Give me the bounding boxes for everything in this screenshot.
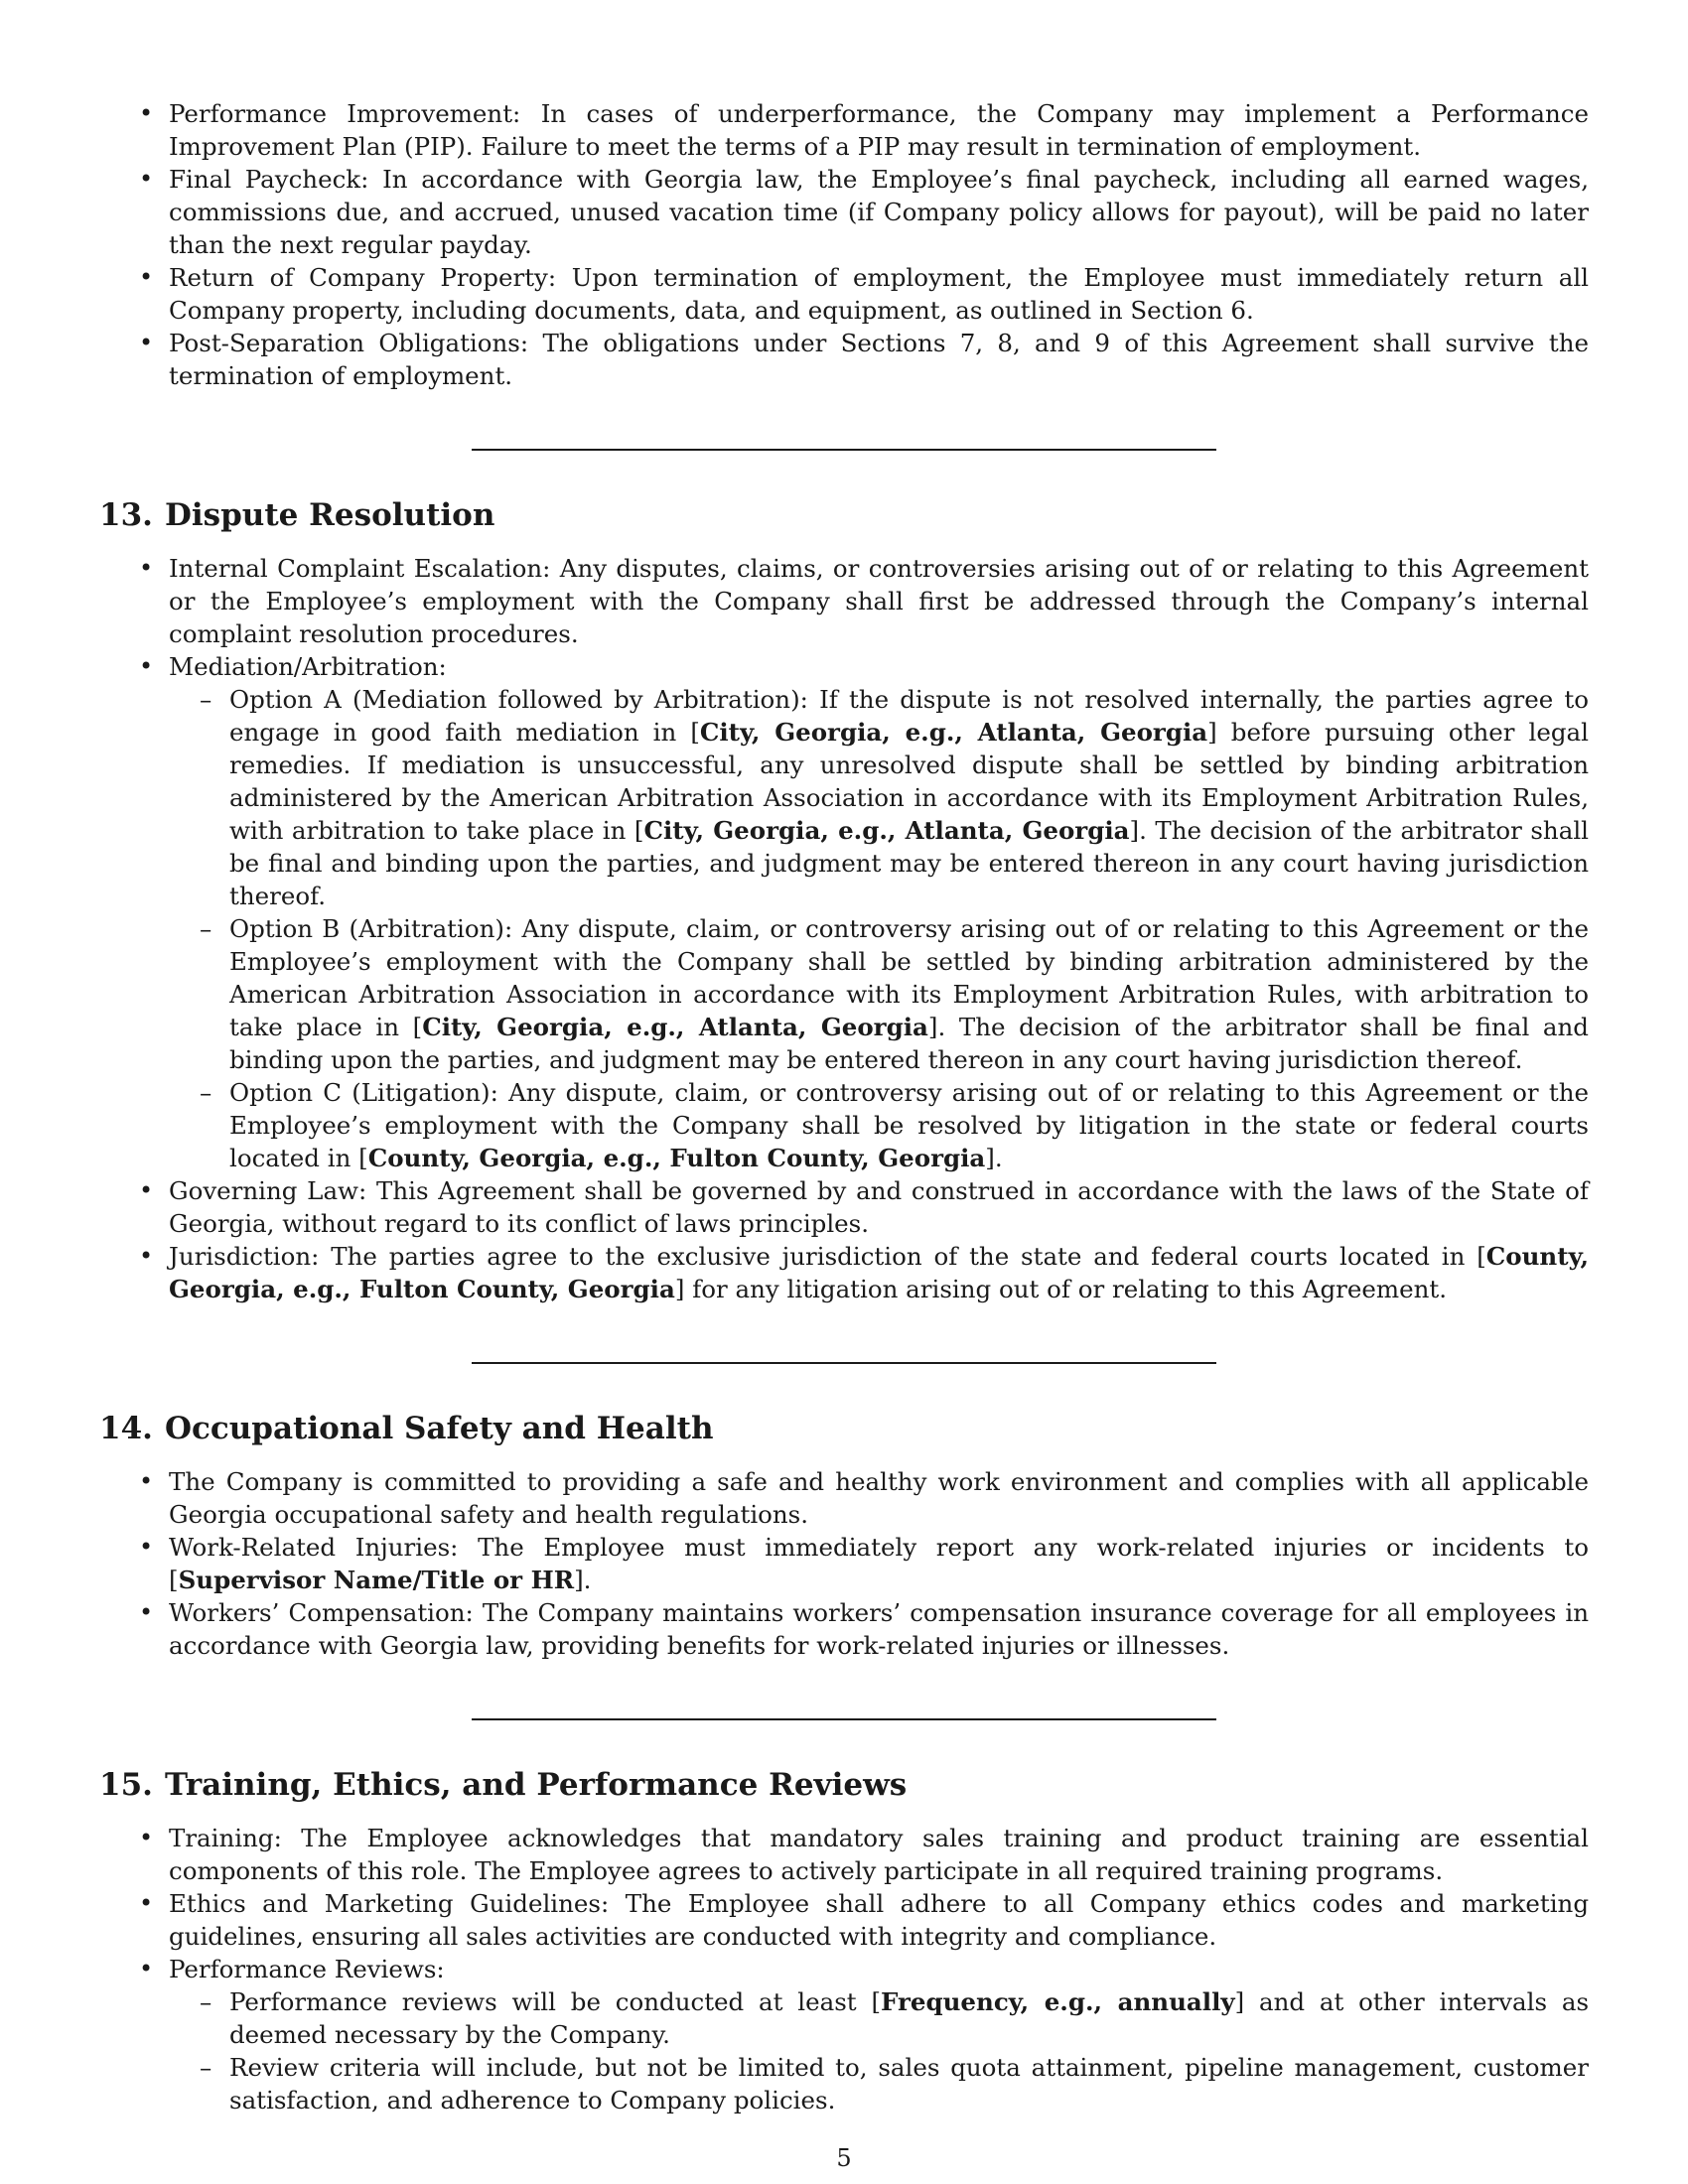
list-item-option-a: – Option A (Mediation followed by Arbitration): If the dispute is not resolved internally, the parties agree to engage in good faith mediation in [City, Georgia, e.g., Atlanta, Georgia] before pursuing other legal remedies. If mediation is unsuccessful, any unresolved dispute shall be settled by binding arbitration administered by the American Arbitration Association in accordance with its Employment Arbitration Rules, with arbitration to take place in [City, Georgia, e.g., Atlanta, Georgia]. The decision of the arbitrator shall be final and binding upon the parties, and judgment may be entered thereon in any court having jurisdiction thereof. <box>229 683 1589 912</box>
list-item-review-frequency: – Performance reviews will be conducted at least [Frequency, e.g., annually] and at other intervals as deemed necessary by the Company. <box>229 1985 1589 2051</box>
section-15-list <box>99 1822 1589 2116</box>
list-item-work-injuries: • Work-Related Injuries: The Employee must immediately report any work-related injuries or incidents to [Supervisor Name/Title or HR]. <box>169 1531 1589 1596</box>
mediation-options-list <box>169 683 1589 1174</box>
section-15-heading: 15. Training, Ethics, and Performance Reviews <box>99 1767 908 1803</box>
list-item-ethics: • Ethics and Marketing Guidelines: The Employee shall adhere to all Company ethics codes and marketing guidelines, ensuring all sales activities are conducted with integrity and compliance. <box>169 1887 1589 1953</box>
list-item-final-paycheck: • Final Paycheck: In accordance with Georgia law, the Employee’s final paycheck, including all earned wages, commissions due, and accrued, unused vacation time (if Company policy allows for payout), will be paid no later than the next regular payday. <box>169 163 1589 261</box>
list-item-performance-improvement: • Performance Improvement: In cases of underperformance, the Company may implement a Performance Improvement Plan (PIP). Failure to meet the terms of a PIP may result in termination of employment. <box>169 97 1589 163</box>
list-item-mediation-arbitration: • Mediation/Arbitration: – Option A (Mediation followed by Arbitration): If the dispute is not resolved internally, the parties agree to engage in good faith mediation in [City, Georgia, e.g., Atlanta, Georgia] before pursuing other legal remedies. If mediation is unsuccessful, any unresolved dispute shall be settled by binding arbitration administered by the American Arbitration Association in accordance with its Employment Arbitration Rules, with arbitration to take place in [City, Georgia, e.g., Atlanta, Georgia]. The decision of the arbitrator shall be final and binding upon the parties, and judgment may be entered thereon in any court having jurisdiction thereof. – Option B (Arbitration): Any dispute, claim, or controversy arising out of or relating to this Agreement or the Employee’s employment with the Company shall be settled by binding arbitration administered by the American Arbitration Association in accordance with its Employment Arbitration Rules, with arbitration to take place in [City, Georgia, e.g., Atlanta, Georgia]. The decision of the arbitrator shall be final and binding upon the parties, and judgment may be entered thereon in any court having jurisdiction thereof. – Option C (Litigation): Any dispute, claim, or controversy arising out of or relating to this Agreement or the Employee’s employment with the Company shall be resolved by litigation in the state or federal courts located in [County, Georgia, e.g., Fulton County, Georgia]. <box>169 650 1589 1174</box>
page-number: 5 <box>836 2144 852 2172</box>
list-item-return-property: • Return of Company Property: Upon termination of employment, the Employee must immediately return all Company property, including documents, data, and equipment, as outlined in Section 6. <box>169 261 1589 327</box>
page-content <box>99 97 1589 2116</box>
list-item-post-separation: • Post-Separation Obligations: The obligations under Sections 7, 8, and 9 of this Agreement shall survive the termination of employment. <box>169 327 1589 392</box>
list-item-workers-comp: • Workers’ Compensation: The Company maintains workers’ compensation insurance coverage for all employees in accordance with Georgia law, providing benefits for work-related injuries or illnesses. <box>169 1596 1589 1662</box>
list-item-option-c: – Option C (Litigation): Any dispute, claim, or controversy arising out of or relating to this Agreement or the Employee’s employment with the Company shall be resolved by litigation in the state or federal courts located in [County, Georgia, e.g., Fulton County, Georgia]. <box>229 1076 1589 1174</box>
list-item-safety-commitment: • The Company is committed to providing a safe and healthy work environment and complies with all applicable Georgia occupational safety and health regulations. <box>169 1465 1589 1531</box>
list-item-review-criteria: – Review criteria will include, but not be limited to, sales quota attainment, pipeline management, customer satisfaction, and adherence to Company policies. <box>229 2051 1589 2116</box>
list-item-training: • Training: The Employee acknowledges that mandatory sales training and product training are essential components of this role. The Employee agrees to actively participate in all required training programs. <box>169 1822 1589 1887</box>
section-14-list <box>99 1465 1589 1662</box>
list-item-option-b: – Option B (Arbitration): Any dispute, claim, or controversy arising out of or relating to this Agreement or the Employee’s employment with the Company shall be settled by binding arbitration administered by the American Arbitration Association in accordance with its Employment Arbitration Rules, with arbitration to take place in [City, Georgia, e.g., Atlanta, Georgia]. The decision of the arbitrator shall be final and binding upon the parties, and judgment may be entered thereon in any court having jurisdiction thereof. <box>229 912 1589 1076</box>
list-item-jurisdiction: • Jurisdiction: The parties agree to the exclusive jurisdiction of the state and federal courts located in [County, Georgia, e.g., Fulton County, Georgia] for any litigation arising out of or relating to this Agreement. <box>169 1240 1589 1305</box>
section-divider <box>472 449 1216 451</box>
reviews-sublist <box>169 1985 1589 2116</box>
termination-list <box>99 97 1589 392</box>
section-14-heading: 14. Occupational Safety and Health <box>99 1411 714 1446</box>
list-item-governing-law: • Governing Law: This Agreement shall be governed by and construed in accordance with the laws of the State of Georgia, without regard to its conflict of laws principles. <box>169 1174 1589 1240</box>
section-13-list <box>99 552 1589 1305</box>
section-13-heading: 13. Dispute Resolution <box>99 497 495 533</box>
section-divider <box>472 1718 1216 1720</box>
section-divider <box>472 1362 1216 1364</box>
list-item-performance-reviews: • Performance Reviews: – Performance reviews will be conducted at least [Frequency, e.g., annually] and at other intervals as deemed necessary by the Company. – Review criteria will include, but not be limited to, sales quota attainment, pipeline management, customer satisfaction, and adherence to Company policies. <box>169 1953 1589 2116</box>
list-item-internal-complaint: • Internal Complaint Escalation: Any disputes, claims, or controversies arising out of or relating to this Agreement or the Employee’s employment with the Company shall first be addressed through the Company’s internal complaint resolution procedures. <box>169 552 1589 650</box>
